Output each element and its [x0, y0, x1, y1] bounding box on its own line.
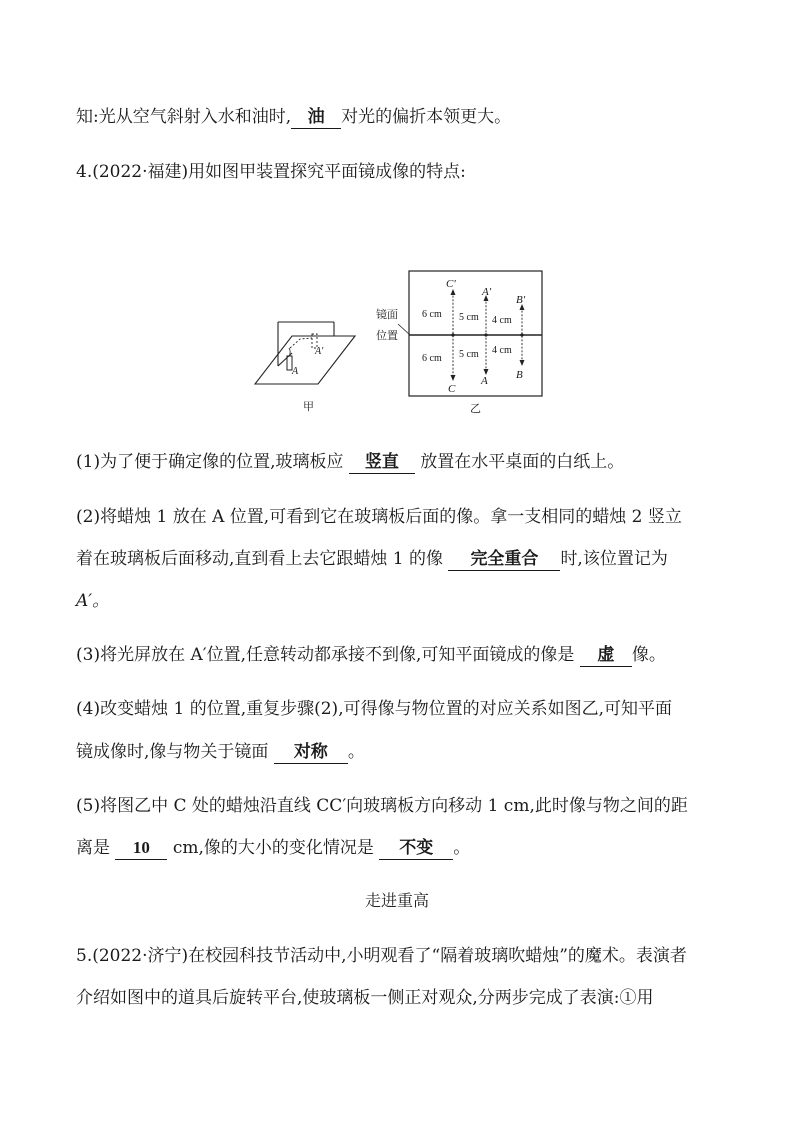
- point-A-prime: A′: [482, 286, 492, 298]
- part-2-suffix: 时,该位置记为: [560, 549, 668, 569]
- intro-prefix: 知:光从空气斜射入水和油时,: [76, 107, 292, 127]
- part-5-suffix: 。: [453, 838, 471, 858]
- question-4-part-4-line-1: (4)改变蜡烛 1 的位置,重复步骤(2),可得像与物位置的对应关系如图乙,可知平面: [76, 699, 672, 719]
- part-1-suffix: 放置在水平桌面的白纸上。: [420, 452, 625, 472]
- column-B: [492, 294, 526, 381]
- part-4-prefix: 镜成像时,像与物关于镜面: [76, 742, 269, 762]
- answer-blank-vertical: 竖直: [349, 451, 415, 474]
- answer-blank-symmetric: 对称: [274, 741, 348, 764]
- question-4-stem: 4.(2022·福建)用如图甲装置探究平面镜成像的特点:: [76, 162, 466, 182]
- distance-6cm-bottom: 6 cm: [422, 353, 442, 364]
- question-4-part-3: [76, 643, 726, 667]
- distance-5cm-top: 5 cm: [459, 312, 479, 323]
- point-B: B: [516, 369, 523, 381]
- fig-label-A: A: [292, 366, 299, 377]
- part-3-suffix: 像。: [631, 645, 666, 665]
- figure-label-yi: 乙: [470, 403, 481, 415]
- distance-4cm-bottom: 4 cm: [492, 345, 512, 356]
- column-C: [422, 278, 456, 395]
- text-line-intro: [76, 105, 726, 129]
- mirror-label-line2: 位置: [376, 330, 398, 342]
- intro-suffix: 对光的偏折本领更大。: [341, 107, 512, 127]
- column-A: [459, 286, 492, 387]
- figure-label-jia: 甲: [303, 401, 314, 413]
- part-5-prefix: 离是: [76, 838, 110, 858]
- point-C: C: [448, 383, 456, 395]
- answer-blank-unchanged: 不变: [379, 837, 453, 860]
- part-2-prefix: 着在玻璃板后面移动,直到看上去它跟蜡烛 1 的像: [76, 549, 444, 569]
- part-5-middle: cm,像的大小的变化情况是: [172, 838, 374, 858]
- figure-jia: [255, 322, 355, 413]
- question-5-line-1: 5.(2022·济宁)在校园科技节活动中,小明观看了“隔着玻璃吹蜡烛”的魔术。表演者: [76, 946, 687, 966]
- answer-blank-coincide: 完全重合: [448, 548, 560, 571]
- question-4-part-5-line-2: [76, 836, 726, 860]
- part-3-prefix: (3)将光屏放在 A′位置,任意转动都承接不到像,可知平面镜成的像是: [76, 645, 575, 665]
- figure-yi: [376, 271, 542, 415]
- distance-4cm-top: 4 cm: [492, 315, 512, 326]
- part-1-prefix: (1)为了便于确定像的位置,玻璃板应: [76, 452, 344, 472]
- question-4-part-5-line-1: (5)将图乙中 C 处的蜡烛沿直线 CC′向玻璃板方向移动 1 cm,此时像与物之间的距: [76, 796, 688, 816]
- point-C-prime: C′: [446, 278, 456, 290]
- point-B-prime: B′: [516, 294, 526, 306]
- distance-6cm-top: 6 cm: [422, 309, 442, 320]
- distance-5cm-bottom: 5 cm: [459, 349, 479, 360]
- answer-blank-distance: 10: [115, 837, 167, 860]
- point-A: A: [481, 375, 488, 387]
- part-4-suffix: 。: [347, 742, 365, 762]
- answer-blank-virtual: 虚: [580, 644, 632, 667]
- mirror-label-line1: 镜面: [376, 309, 398, 321]
- question-4-part-1: [76, 450, 726, 474]
- question-5-line-2: 介绍如图中的道具后旋转平台,使玻璃板一侧正对观众,分两步完成了表演:①用: [76, 988, 654, 1008]
- mirror-figure: [0, 262, 794, 422]
- question-4-part-4-line-2: [76, 740, 726, 764]
- answer-blank-oil: 油: [291, 106, 341, 129]
- fig-label-A-prime: A′: [315, 346, 324, 357]
- question-4-part-2-line-3: A′。: [76, 591, 110, 611]
- table-plane: [255, 336, 355, 384]
- section-title: 走进重高: [364, 891, 429, 910]
- question-4-part-2-line-2: [76, 547, 726, 571]
- question-4-part-2-line-1: (2)将蜡烛 1 放在 A 位置,可看到它在玻璃板后面的像。拿一支相同的蜡烛 2 竖立: [76, 507, 682, 527]
